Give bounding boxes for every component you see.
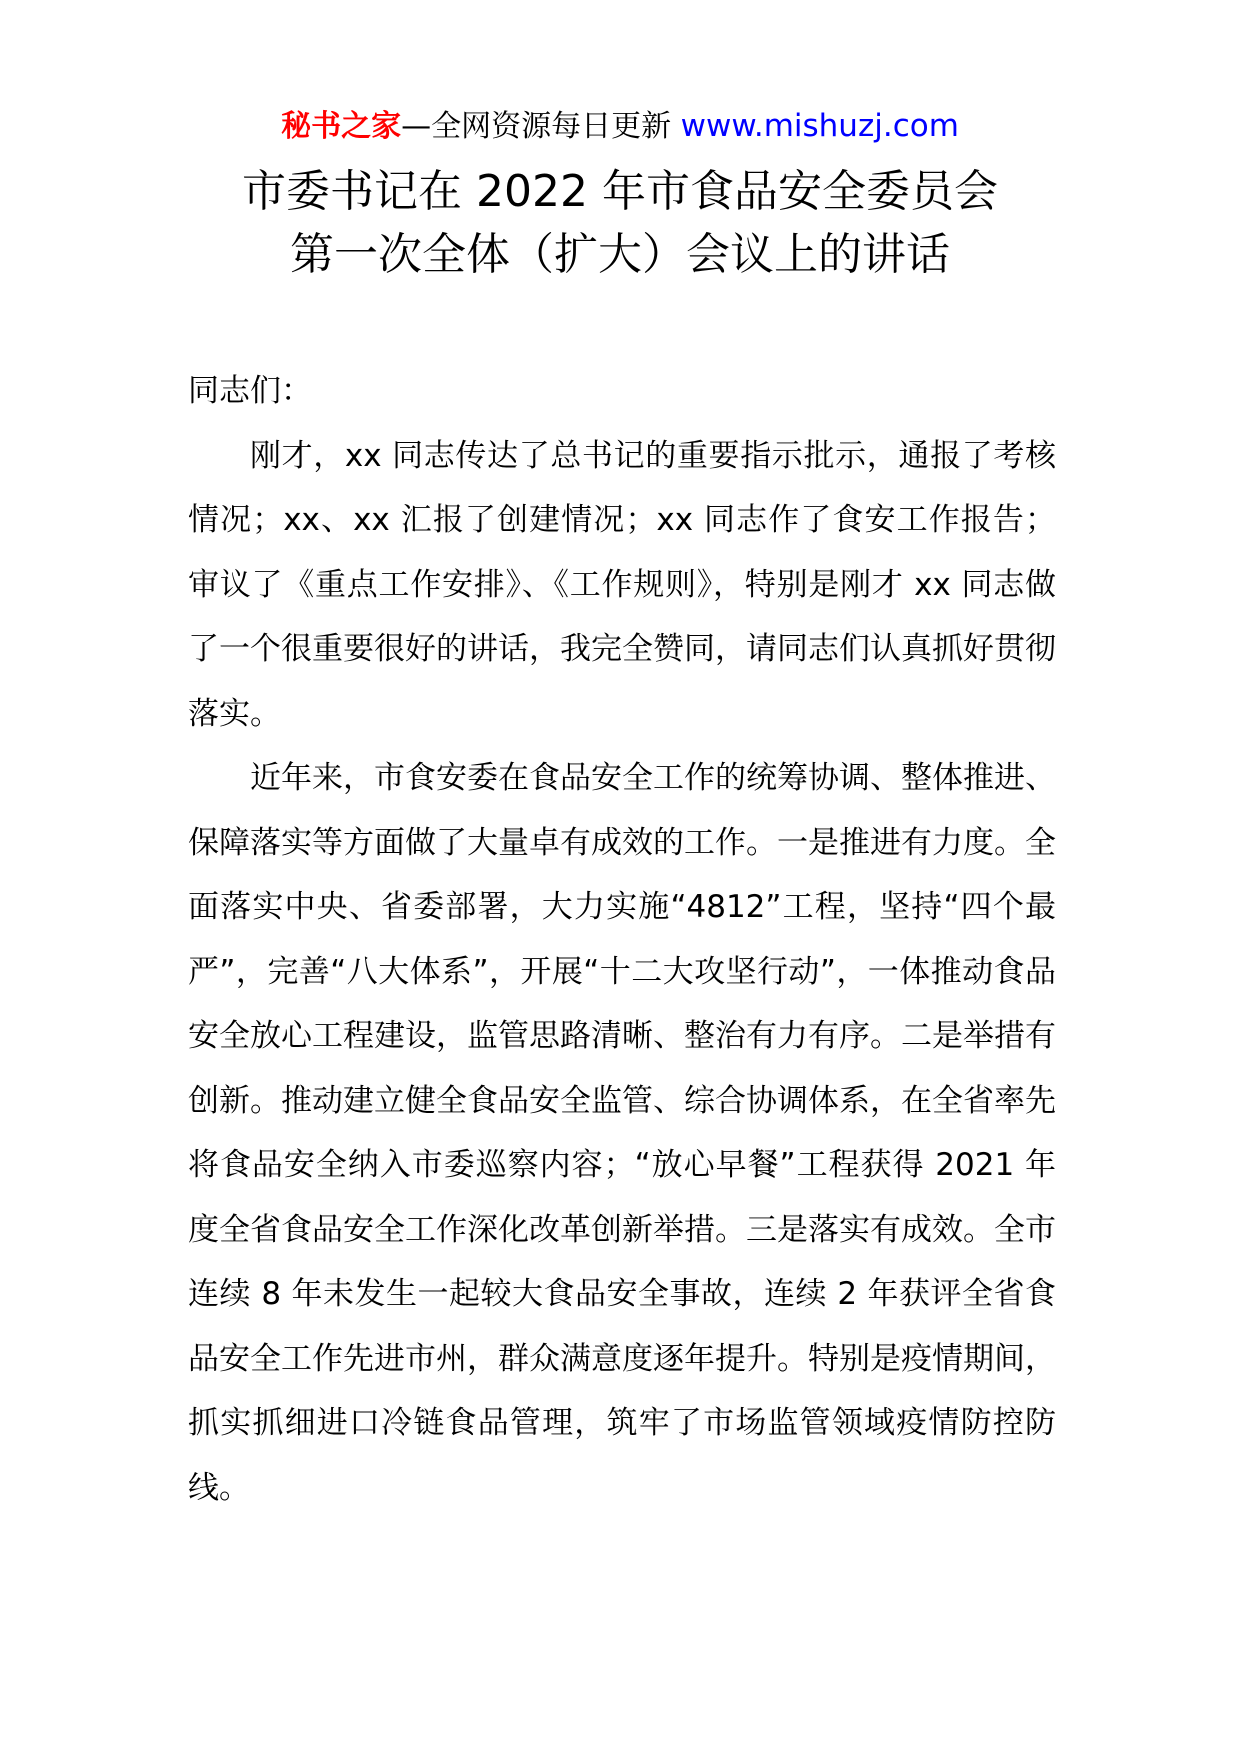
title-line-1: 市委书记在 2022 年市食品安全委员会 — [242, 166, 998, 217]
brand-name: 秘书之家 — [281, 109, 402, 144]
site-link[interactable]: www.mishuzj.com — [680, 108, 959, 144]
site-header — [0, 104, 1240, 149]
header-slogan: —全网资源每日更新 — [401, 109, 681, 144]
title-line-2: 第一次全体（扩大）会议上的讲话 — [290, 229, 950, 280]
salutation: 同志们： — [188, 373, 312, 409]
document-body — [188, 359, 1056, 1520]
paragraph-1: 刚才，xx 同志传达了总书记的重要指示批示，通报了考核情况；xx、xx 汇报了创建情况；xx 同志作了食安工作报告；审议了《重点工作安排》、《工作规则》，特别是刚才 xx 同志做了一个很重要很好的讲话，我完全赞同，请同志们认真抓好贯彻落实。 — [188, 437, 1056, 732]
document-title — [0, 160, 1240, 286]
paragraph-2: 近年来，市食安委在食品安全工作的统筹协调、整体推进、保障落实等方面做了大量卓有成效的工作。一是推进有力度。全面落实中央、省委部署，大力实施“4812”工程，坚持“四个最严”，完善“八大体系”，开展“十二大攻坚行动”，一体推动食品安全放心工程建设，监管思路清晰、整治有力有序。二是举措有创新。推动建立健全食品安全监管、综合协调体系，在全省率先将食品安全纳入市委巡察内容；“放心早餐”工程获得 2021 年度全省食品安全工作深化改革创新举措。三是落实有成效。全市连续 8 年未发生一起较大食品安全事故，连续 2 年获评全省食品安全工作先进市州，群众满意度逐年提升。特别是疫情期间，抓实抓细进口冷链食品管理，筑牢了市场监管领域疫情防控防线。 — [188, 760, 1056, 1506]
